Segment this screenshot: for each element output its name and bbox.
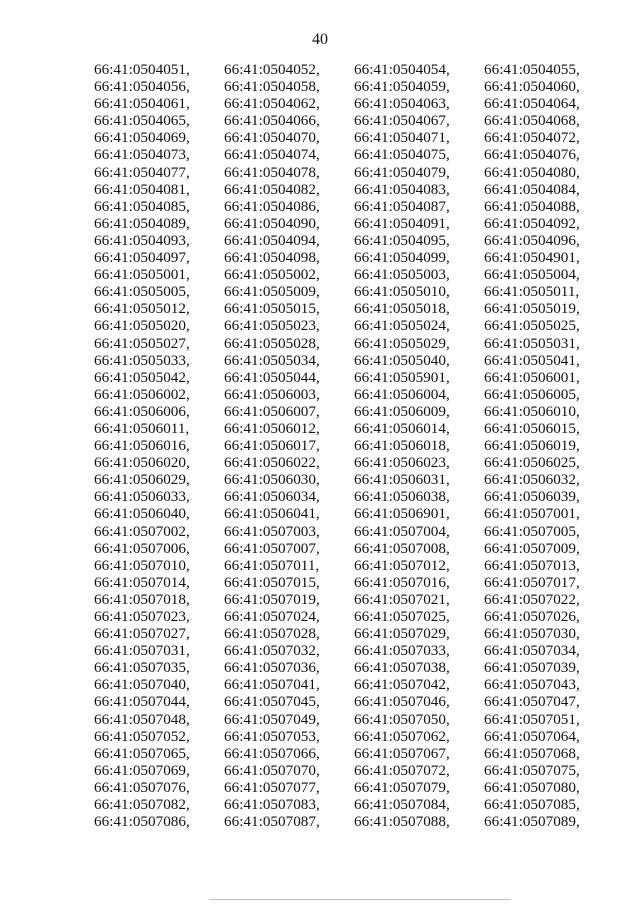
cadastral-number: 66:41:0505025, [484, 317, 580, 335]
cadastral-number: 66:41:0505001, [94, 266, 190, 284]
cadastral-number: 66:41:0507040, [94, 676, 190, 694]
scan-edge-line [210, 899, 510, 900]
cadastral-number: 66:41:0505011, [484, 283, 580, 301]
cadastral-number: 66:41:0505024, [354, 317, 450, 335]
cadastral-number: 66:41:0504090, [224, 214, 320, 232]
cadastral-number: 66:41:0507015, [224, 573, 320, 591]
cadastral-number: 66:41:0507080, [484, 778, 580, 796]
cadastral-number: 66:41:0507031, [94, 642, 190, 660]
cadastral-number: 66:41:0504062, [224, 95, 320, 113]
cadastral-number: 66:41:0506016, [94, 437, 190, 455]
cadastral-number: 66:41:0506030, [224, 471, 320, 489]
cadastral-number: 66:41:0505012, [94, 300, 190, 318]
cadastral-number: 66:41:0506018, [354, 437, 450, 455]
cadastral-number: 66:41:0507042, [354, 676, 450, 694]
cadastral-number: 66:41:0505004, [484, 266, 580, 284]
cadastral-number: 66:41:0504072, [484, 129, 580, 147]
cadastral-number: 66:41:0507025, [354, 608, 450, 625]
cadastral-number-table [94, 61, 614, 830]
cadastral-number: 66:41:0507024, [224, 608, 320, 625]
cadastral-number: 66:41:0507008, [354, 539, 450, 557]
cadastral-number: 66:41:0505002, [224, 266, 320, 284]
cadastral-number: 66:41:0507051, [484, 710, 580, 728]
cadastral-number: 66:41:0507027, [94, 625, 190, 643]
cadastral-number: 66:41:0507043, [484, 676, 580, 694]
cadastral-number: 66:41:0507012, [354, 556, 450, 574]
cadastral-number: 66:41:0507062, [354, 727, 450, 745]
cadastral-number: 66:41:0504054, [354, 61, 450, 78]
cadastral-number: 66:41:0506022, [224, 454, 320, 472]
cadastral-number: 66:41:0507034, [484, 642, 580, 660]
cadastral-number: 66:41:0504092, [484, 214, 580, 232]
cadastral-number: 66:41:0507026, [484, 608, 580, 625]
cadastral-number: 66:41:0507052, [94, 727, 190, 745]
cadastral-number: 66:41:0506038, [354, 488, 450, 506]
cadastral-number: 66:41:0507084, [354, 796, 450, 814]
cadastral-number: 66:41:0504080, [484, 163, 580, 181]
cadastral-number: 66:41:0506014, [354, 419, 450, 437]
cadastral-number: 66:41:0507086, [94, 813, 190, 831]
cadastral-number: 66:41:0505023, [224, 317, 320, 335]
cadastral-number: 66:41:0507014, [94, 573, 190, 591]
cadastral-number: 66:41:0504098, [224, 249, 320, 267]
cadastral-number: 66:41:0504083, [354, 180, 450, 198]
cadastral-number: 66:41:0504063, [354, 95, 450, 113]
cadastral-number: 66:41:0504070, [224, 129, 320, 147]
cadastral-number: 66:41:0506011, [94, 419, 190, 437]
cadastral-number: 66:41:0505015, [224, 300, 320, 318]
cadastral-number: 66:41:0505005, [94, 283, 190, 301]
cadastral-number: 66:41:0504067, [354, 112, 450, 130]
cadastral-number: 66:41:0505901, [354, 368, 450, 386]
cadastral-number: 66:41:0507076, [94, 778, 190, 796]
cadastral-number: 66:41:0507070, [224, 761, 320, 779]
cadastral-number: 66:41:0507047, [484, 693, 580, 711]
cadastral-number: 66:41:0507017, [484, 573, 580, 591]
cadastral-number: 66:41:0504060, [484, 78, 580, 96]
cadastral-number: 66:41:0504078, [224, 163, 320, 181]
cadastral-number: 66:41:0506029, [94, 471, 190, 489]
cadastral-number: 66:41:0506019, [484, 437, 580, 455]
cadastral-number: 66:41:0507028, [224, 625, 320, 643]
cadastral-number: 66:41:0505044, [224, 368, 320, 386]
cadastral-number: 66:41:0507033, [354, 642, 450, 660]
cadastral-number: 66:41:0506010, [484, 402, 580, 420]
cadastral-number: 66:41:0504052, [224, 61, 320, 78]
cadastral-number: 66:41:0507085, [484, 796, 580, 814]
cadastral-number: 66:41:0504093, [94, 231, 190, 249]
cadastral-number: 66:41:0507050, [354, 710, 450, 728]
cadastral-number: 66:41:0507035, [94, 659, 190, 677]
cadastral-number: 66:41:0506039, [484, 488, 580, 506]
cadastral-number: 66:41:0505009, [224, 283, 320, 301]
page-number: 40 [312, 31, 328, 48]
cadastral-number: 66:41:0506034, [224, 488, 320, 506]
cadastral-number: 66:41:0504079, [354, 163, 450, 181]
cadastral-number: 66:41:0507016, [354, 573, 450, 591]
cadastral-number: 66:41:0507011, [224, 556, 320, 574]
cadastral-number: 66:41:0507049, [224, 710, 320, 728]
cadastral-number: 66:41:0507041, [224, 676, 320, 694]
cadastral-number: 66:41:0504087, [354, 197, 450, 215]
cadastral-number: 66:41:0504066, [224, 112, 320, 130]
cadastral-number: 66:41:0504901, [484, 249, 580, 267]
cadastral-number: 66:41:0507002, [94, 522, 190, 540]
cadastral-number: 66:41:0507001, [484, 505, 580, 523]
cadastral-number: 66:41:0505029, [354, 334, 450, 352]
cadastral-number: 66:41:0505041, [484, 351, 580, 369]
cadastral-number: 66:41:0504082, [224, 180, 320, 198]
cadastral-number: 66:41:0507075, [484, 761, 580, 779]
cadastral-number: 66:41:0506001, [484, 368, 580, 386]
cadastral-number: 66:41:0506041, [224, 505, 320, 523]
cadastral-number: 66:41:0507005, [484, 522, 580, 540]
cadastral-number: 66:41:0505020, [94, 317, 190, 335]
cadastral-number: 66:41:0504069, [94, 129, 190, 147]
cadastral-number: 66:41:0507048, [94, 710, 190, 728]
cadastral-number: 66:41:0507089, [484, 813, 580, 831]
cadastral-number: 66:41:0506031, [354, 471, 450, 489]
cadastral-number: 66:41:0505027, [94, 334, 190, 352]
cadastral-number: 66:41:0505018, [354, 300, 450, 318]
cadastral-number: 66:41:0507083, [224, 796, 320, 814]
cadastral-number: 66:41:0504059, [354, 78, 450, 96]
cadastral-number: 66:41:0505019, [484, 300, 580, 318]
cadastral-number: 66:41:0504085, [94, 197, 190, 215]
cadastral-number: 66:41:0504081, [94, 180, 190, 198]
cadastral-number: 66:41:0506901, [354, 505, 450, 523]
cadastral-number: 66:41:0504056, [94, 78, 190, 96]
cadastral-number: 66:41:0507088, [354, 813, 450, 831]
cadastral-number: 66:41:0504065, [94, 112, 190, 130]
cadastral-number: 66:41:0505028, [224, 334, 320, 352]
cadastral-number: 66:41:0507019, [224, 590, 320, 608]
cadastral-number: 66:41:0505003, [354, 266, 450, 284]
cadastral-number: 66:41:0507053, [224, 727, 320, 745]
cadastral-number: 66:41:0504097, [94, 249, 190, 267]
cadastral-number: 66:41:0504088, [484, 197, 580, 215]
cadastral-number: 66:41:0507069, [94, 761, 190, 779]
cadastral-number: 66:41:0507010, [94, 556, 190, 574]
cadastral-number: 66:41:0504096, [484, 231, 580, 249]
cadastral-number: 66:41:0507039, [484, 659, 580, 677]
cadastral-number: 66:41:0504073, [94, 146, 190, 164]
cadastral-number: 66:41:0506007, [224, 402, 320, 420]
cadastral-number: 66:41:0506012, [224, 419, 320, 437]
cadastral-number: 66:41:0504055, [484, 61, 580, 78]
cadastral-number: 66:41:0504089, [94, 214, 190, 232]
cadastral-number: 66:41:0507082, [94, 796, 190, 814]
cadastral-number: 66:41:0507036, [224, 659, 320, 677]
cadastral-number: 66:41:0507021, [354, 590, 450, 608]
cadastral-number: 66:41:0504094, [224, 231, 320, 249]
cadastral-number: 66:41:0507018, [94, 590, 190, 608]
cadastral-number: 66:41:0506015, [484, 419, 580, 437]
cadastral-number: 66:41:0506003, [224, 385, 320, 403]
cadastral-number: 66:41:0506032, [484, 471, 580, 489]
cadastral-number: 66:41:0506020, [94, 454, 190, 472]
cadastral-number: 66:41:0507032, [224, 642, 320, 660]
cadastral-number: 66:41:0505034, [224, 351, 320, 369]
cadastral-number: 66:41:0506002, [94, 385, 190, 403]
cadastral-number: 66:41:0507067, [354, 744, 450, 762]
cadastral-number: 66:41:0504075, [354, 146, 450, 164]
cadastral-number: 66:41:0504071, [354, 129, 450, 147]
cadastral-number: 66:41:0507065, [94, 744, 190, 762]
cadastral-number: 66:41:0505010, [354, 283, 450, 301]
cadastral-number: 66:41:0507007, [224, 539, 320, 557]
cadastral-number: 66:41:0507064, [484, 727, 580, 745]
cadastral-number: 66:41:0504074, [224, 146, 320, 164]
cadastral-number: 66:41:0506004, [354, 385, 450, 403]
cadastral-number: 66:41:0507066, [224, 744, 320, 762]
cadastral-number: 66:41:0504084, [484, 180, 580, 198]
cadastral-number: 66:41:0505040, [354, 351, 450, 369]
cadastral-number: 66:41:0507023, [94, 608, 190, 625]
cadastral-number: 66:41:0506023, [354, 454, 450, 472]
cadastral-number: 66:41:0506025, [484, 454, 580, 472]
cadastral-number: 66:41:0504068, [484, 112, 580, 130]
cadastral-number: 66:41:0504091, [354, 214, 450, 232]
cadastral-number: 66:41:0507072, [354, 761, 450, 779]
cadastral-number: 66:41:0505031, [484, 334, 580, 352]
cadastral-number: 66:41:0506017, [224, 437, 320, 455]
cadastral-number: 66:41:0507077, [224, 778, 320, 796]
cadastral-number: 66:41:0504095, [354, 231, 450, 249]
cadastral-number: 66:41:0507006, [94, 539, 190, 557]
cadastral-number: 66:41:0507079, [354, 778, 450, 796]
cadastral-number: 66:41:0507003, [224, 522, 320, 540]
cadastral-number: 66:41:0505042, [94, 368, 190, 386]
cadastral-number: 66:41:0507038, [354, 659, 450, 677]
cadastral-number: 66:41:0507029, [354, 625, 450, 643]
cadastral-number: 66:41:0507068, [484, 744, 580, 762]
cadastral-number: 66:41:0507004, [354, 522, 450, 540]
cadastral-number: 66:41:0506006, [94, 402, 190, 420]
cadastral-number: 66:41:0504086, [224, 197, 320, 215]
cadastral-number: 66:41:0506033, [94, 488, 190, 506]
cadastral-number: 66:41:0504064, [484, 95, 580, 113]
cadastral-number: 66:41:0506009, [354, 402, 450, 420]
cadastral-number: 66:41:0505033, [94, 351, 190, 369]
cadastral-number: 66:41:0504077, [94, 163, 190, 181]
cadastral-number: 66:41:0507087, [224, 813, 320, 831]
cadastral-number: 66:41:0507044, [94, 693, 190, 711]
cadastral-number: 66:41:0507046, [354, 693, 450, 711]
cadastral-number: 66:41:0504051, [94, 61, 190, 78]
cadastral-number: 66:41:0507013, [484, 556, 580, 574]
cadastral-number: 66:41:0504076, [484, 146, 580, 164]
cadastral-number: 66:41:0504061, [94, 95, 190, 113]
cadastral-number: 66:41:0506040, [94, 505, 190, 523]
cadastral-number: 66:41:0506005, [484, 385, 580, 403]
cadastral-number: 66:41:0507030, [484, 625, 580, 643]
cadastral-number: 66:41:0507045, [224, 693, 320, 711]
cadastral-number: 66:41:0504058, [224, 78, 320, 96]
cadastral-number: 66:41:0504099, [354, 249, 450, 267]
cadastral-number: 66:41:0507022, [484, 590, 580, 608]
cadastral-number: 66:41:0507009, [484, 539, 580, 557]
